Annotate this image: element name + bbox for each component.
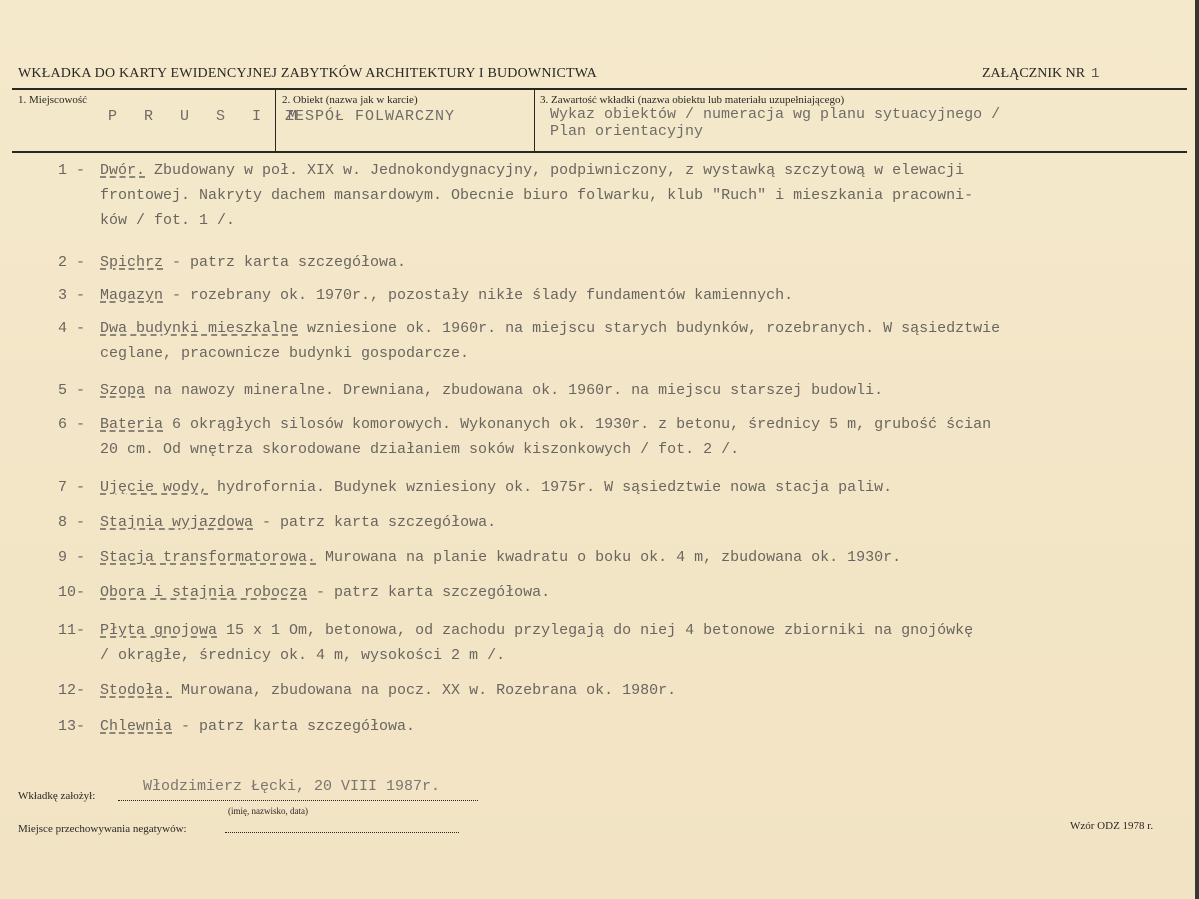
list-item — [58, 378, 1178, 403]
list-item — [58, 283, 1178, 308]
list-item — [58, 678, 1178, 703]
item-name: Spichrz — [100, 254, 164, 271]
item-text: 6 okrągłych silosów komorowych. Wykonanych ok. 1930r. z betonu, średnicy 5 m, grubość ścian — [163, 416, 992, 433]
top-rule — [12, 88, 1187, 90]
item-name: Obora i stajnia robocza — [100, 584, 308, 601]
item-name: Chlewnia — [100, 718, 173, 735]
item-name: Stodoła. — [100, 682, 173, 699]
founder-line — [118, 800, 478, 801]
item-number: 9 - — [58, 549, 86, 566]
mid-rule — [12, 151, 1187, 153]
item-text: - patrz karta szczegółowa. — [307, 584, 551, 601]
item-number: 5 - — [58, 382, 86, 399]
content-label: 3. Zawartość wkładki (nazwa obiektu lub materiału uzupełniającego) — [540, 94, 845, 106]
item-number: 12- — [58, 682, 86, 699]
item-number: 1 - — [58, 162, 86, 179]
item-name: Stajnia wyjazdowa — [100, 514, 254, 531]
item-name: Magazyn — [100, 287, 164, 304]
card-edge — [1195, 0, 1199, 899]
field-divider — [534, 90, 535, 151]
list-item — [58, 250, 1178, 275]
content-line: Plan orientacyjny — [550, 123, 704, 140]
object-label: 2. Obiekt (nazwa jak w karcie) — [282, 94, 418, 106]
list-item — [58, 714, 1178, 739]
list-item — [58, 510, 1178, 535]
item-name: Bateria — [100, 416, 164, 433]
item-text: 15 x 1 Om, betonowa, od zachodu przylegają do niej 4 betonowe zbiorniki na gnojówkę — [217, 622, 974, 639]
place-label: 1. Miejscowość — [18, 94, 88, 106]
item-text: wzniesione ok. 1960r. na miejscu starych budynków, rozebranych. W sąsiedztwie — [298, 320, 1001, 337]
content-line: Wykaz obiektów / numeracja wg planu sytuacyjnego / — [550, 106, 1001, 123]
item-text: - patrz karta szczegółowa. — [172, 718, 416, 735]
item-number: 10- — [58, 584, 86, 601]
content-value — [550, 106, 1000, 140]
item-text: ceglane, pracownicze budynki gospodarcze. — [100, 345, 470, 362]
item-number: 8 - — [58, 514, 86, 531]
item-number: 7 - — [58, 479, 86, 496]
form-code: Wzór ODZ 1978 r. — [1070, 820, 1154, 832]
item-number: 2 - — [58, 254, 86, 271]
item-number: 11- — [58, 622, 86, 639]
negatives-line — [225, 832, 459, 833]
negatives-label: Miejsce przechowywania negatywów: — [18, 823, 187, 835]
item-text: - rozebrany ok. 1970r., pozostały nikłe ślady fundamentów kamiennych. — [163, 287, 794, 304]
list-item — [58, 412, 1178, 462]
place-value: P R U S I M — [108, 108, 307, 125]
item-text: / okrągłe, średnicy ok. 4 m, wysokości 2 m /. — [100, 647, 506, 664]
item-name: Dwór. — [100, 162, 146, 179]
item-name: Stacja transformatorowa. — [100, 549, 317, 566]
item-text: na nawozy mineralne. Drewniana, zbudowana ok. 1960r. na miejscu starszej budowli. — [145, 382, 884, 399]
annex-value: 1 — [1091, 66, 1100, 82]
item-name: Szopa — [100, 382, 146, 399]
list-item — [58, 158, 1178, 233]
list-item — [58, 545, 1178, 570]
item-text: frontowej. Nakryty dachem mansardowym. Obecnie biuro folwarku, klub "Ruch" i mieszkania pracowni- — [100, 187, 974, 204]
item-text: Murowana na planie kwadratu o boku ok. 4 m, zbudowana ok. 1930r. — [316, 549, 902, 566]
item-number: 13- — [58, 718, 86, 735]
item-text: Zbudowany w poł. XIX w. Jednokondygnacyjny, podpiwniczony, z wystawką szczytową w elewacji — [145, 162, 965, 179]
founder-value: Włodzimierz Łęcki, 20 VIII 1987r. — [143, 778, 441, 795]
item-number: 4 - — [58, 320, 86, 337]
object-value: ZESPÓŁ FOLWARCZNY — [285, 108, 456, 125]
list-item — [58, 316, 1178, 366]
item-text: - patrz karta szczegółowa. — [253, 514, 497, 531]
item-text: 20 cm. Od wnętrza skorodowane działaniem soków kiszonkowych / fot. 2 /. — [100, 441, 740, 458]
item-name: Dwa budynki mieszkalne — [100, 320, 299, 337]
item-name: Ujęcie wody, — [100, 479, 209, 496]
item-number: 6 - — [58, 416, 86, 433]
item-text: Murowana, zbudowana na pocz. XX w. Rozebrana ok. 1980r. — [172, 682, 677, 699]
item-text: - patrz karta szczegółowa. — [163, 254, 407, 271]
annex-label: ZAŁĄCZNIK NR — [982, 66, 1086, 81]
list-item — [58, 475, 1178, 500]
founder-label: Wkładkę założył: — [18, 790, 96, 802]
item-text: ków / fot. 1 /. — [100, 212, 236, 229]
item-number: 3 - — [58, 287, 86, 304]
annex-number — [982, 66, 1099, 82]
card-title: WKŁADKA DO KARTY EWIDENCYJNEJ ZABYTKÓW ARCHITEKTURY I BUDOWNICTWA — [18, 66, 597, 81]
item-text: hydrofornia. Budynek wzniesiony ok. 1975r. W sąsiedztwie nowa stacja paliw. — [208, 479, 893, 496]
item-name: Płyta gnojowa — [100, 622, 218, 639]
founder-caption: (imię, nazwisko, data) — [228, 806, 308, 816]
list-item — [58, 580, 1178, 605]
list-item — [58, 618, 1178, 668]
